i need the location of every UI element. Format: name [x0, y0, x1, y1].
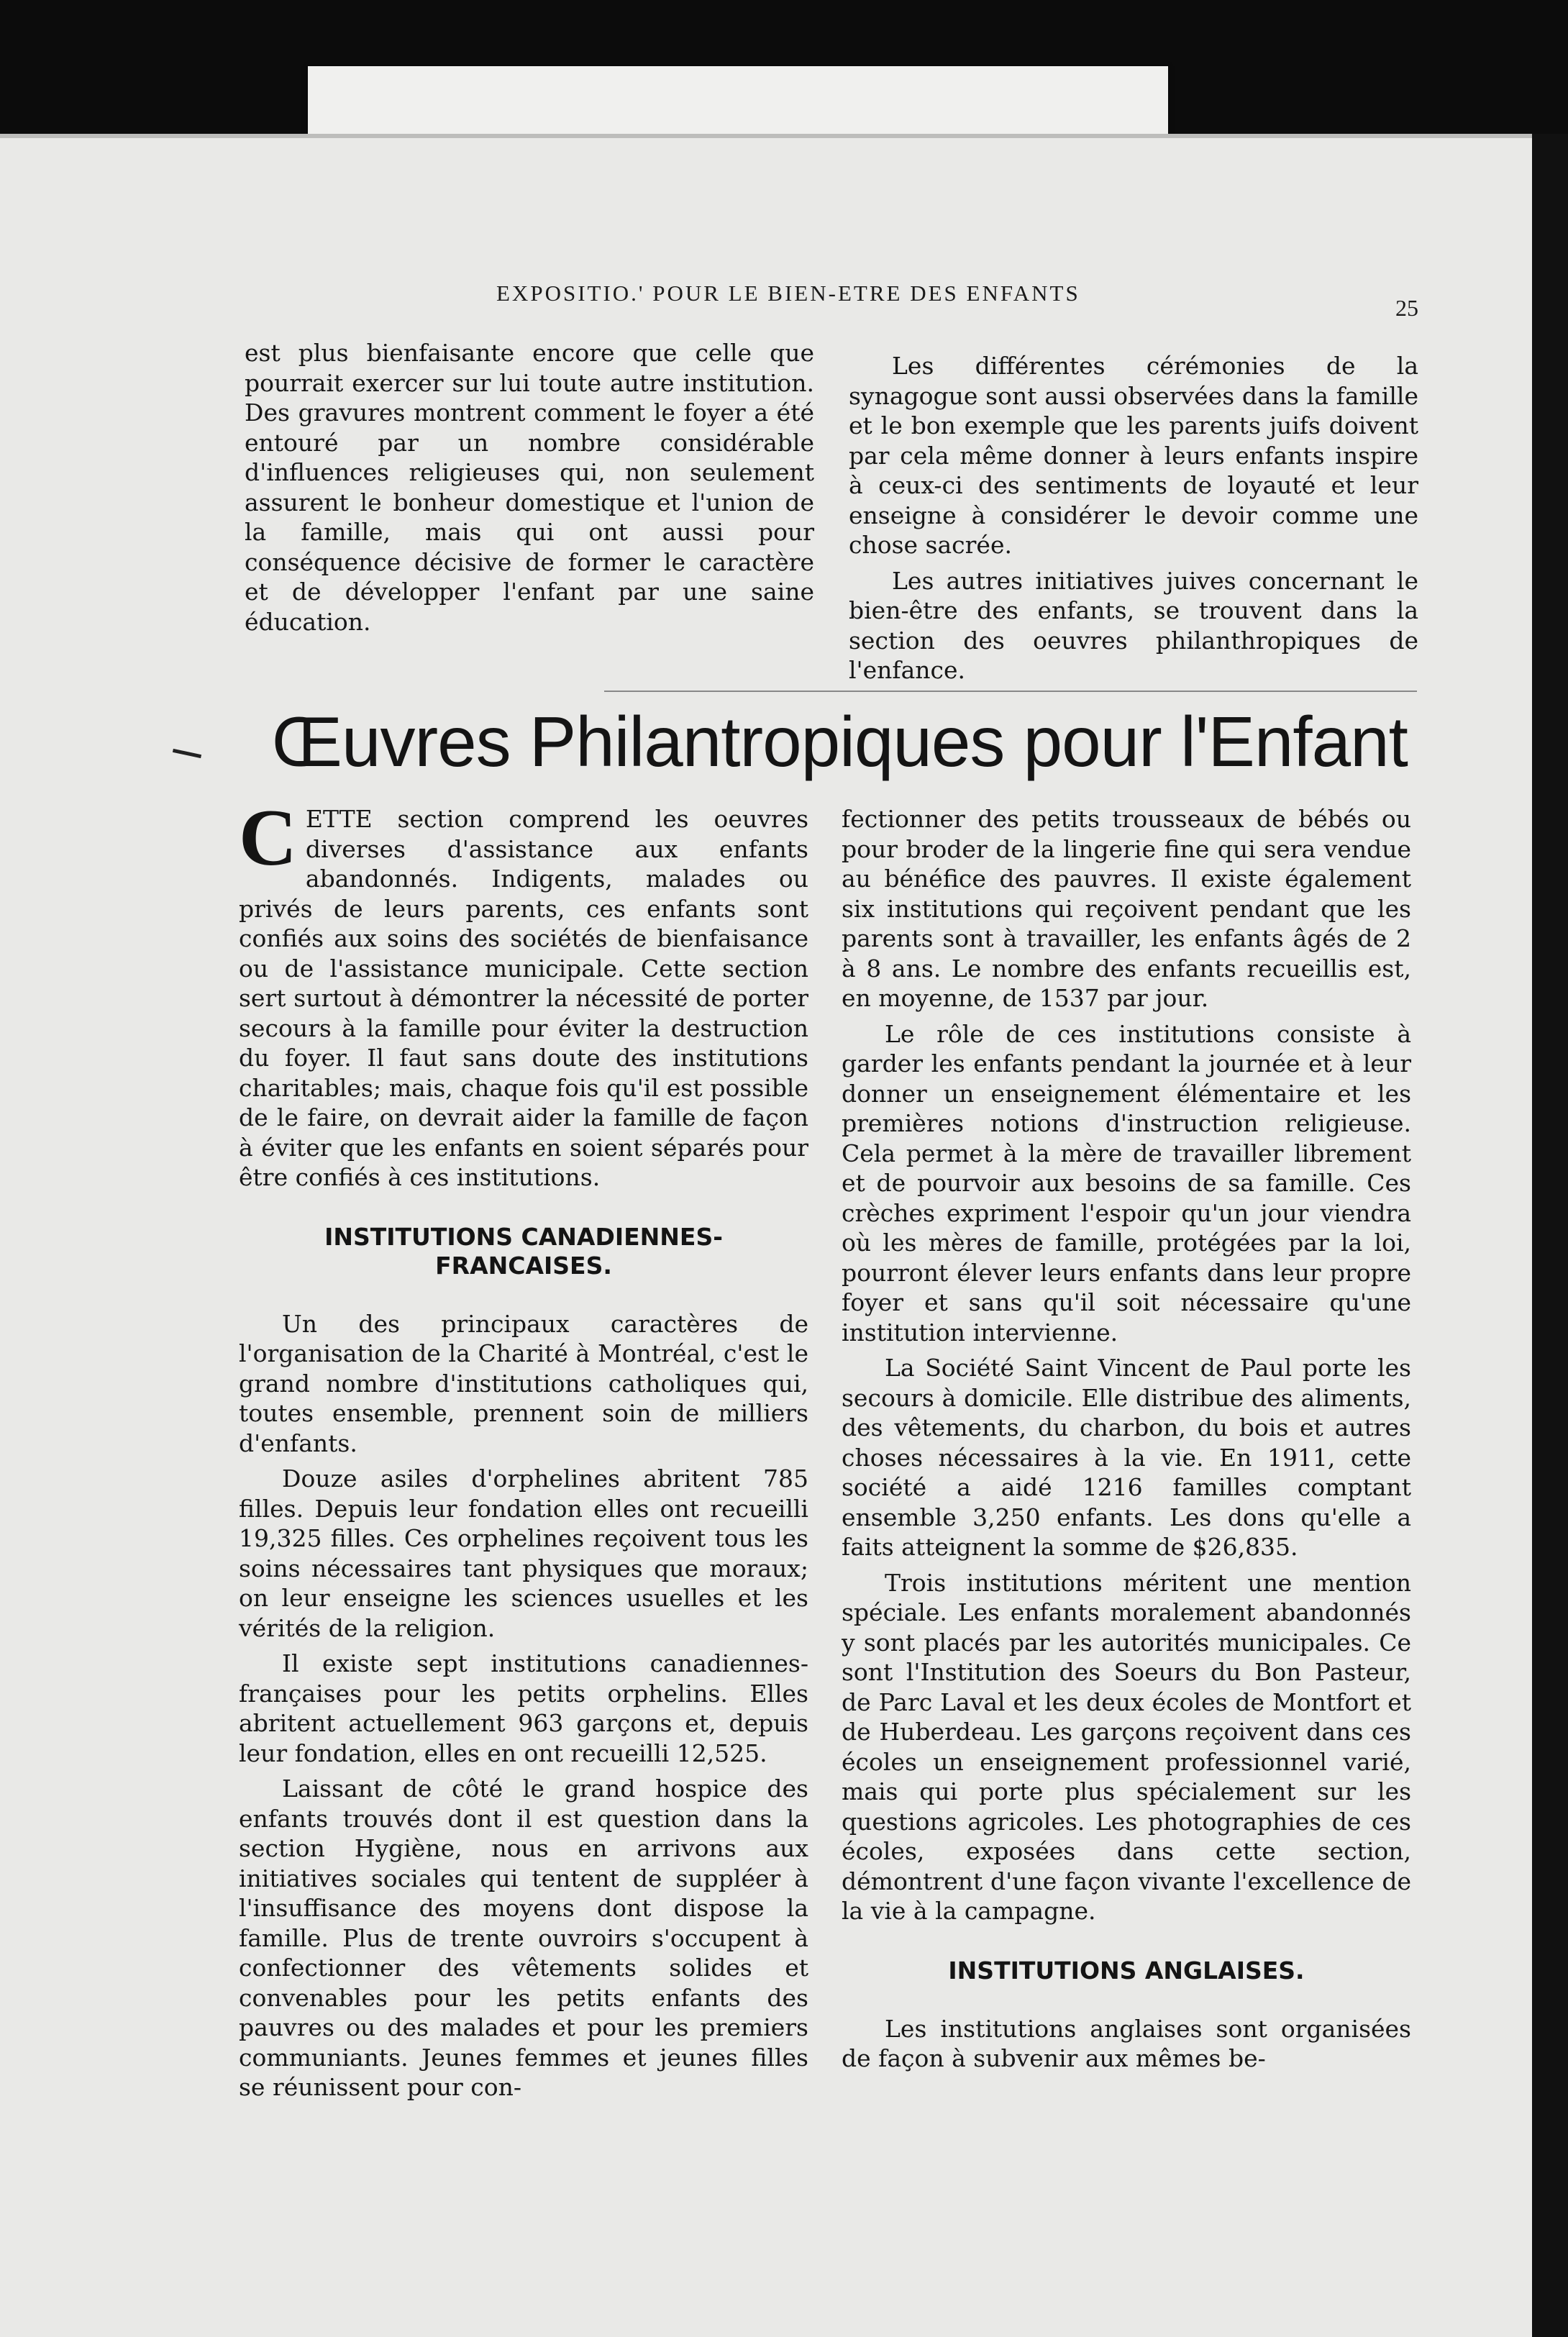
body-paragraph: Trois institutions méritent une mention spéciale. Les enfants moralement abandonnés y sont placés par les autorités municipales. Ce sont l'Institution des Soeurs du Bon Pasteur, de Parc Laval et les deux écoles de Montfort et de Huberdeau. Les garçons reçoivent dans ces écoles un enseignement professionnel varié, mais qui porte plus spécialement sur les questions agricoles. Les photographies de ces écoles, exposées dans cette section, démontrent d'une façon vivante l'excellence de la vie à la campagne. [842, 1568, 1411, 1925]
top-left-column [245, 338, 814, 637]
page-number: 25 [1395, 295, 1418, 321]
body-paragraph: Il existe sept institutions canadiennes-françaises pour les petits orphelins. Elles abritent actuellement 963 garçons et, depuis leur fondation, elles en ont recueilli 12,525. [239, 1649, 808, 1767]
body-paragraph: Douze asiles d'orphelines abritent 785 filles. Depuis leur fondation elles ont recueilli 19,325 filles. Ces orphelines reçoivent tous les soins nécessaires tant physiques que moraux; on leur enseigne les sciences usuelles et les vérités de la religion. [239, 1464, 808, 1642]
page-right-shadow [1532, 134, 1568, 2337]
body-paragraph: La Société Saint Vincent de Paul porte les secours à domicile. Elle distribue des aliments, des vêtements, du charbon, du bois et autres choses nécessaires à la vie. En 1911, cette société a aidé 1216 familles comptant ensemble 3,250 enfants. Les dons qu'elle a faits atteignent la somme de $26,835. [842, 1354, 1411, 1561]
running-header: EXPOSITIO.' POUR LE BIEN-ETRE DES ENFANTS [496, 281, 1080, 306]
body-paragraph: Le rôle de ces institutions consiste à garder les enfants pendant la journée et à leur donner un enseignement élémentaire et les premières notions d'instruction religieuse. Cela permet à la mère de travailler librement et de pourvoir aux besoins de sa famille. Ces crèches expriment l'espoir qu'un jour viendra où les mères de famille, protégées par la loi, pourront élever leurs enfants dans leur propre foyer et sans qu'il soit nécessaire qu'une institution intervienne. [842, 1019, 1411, 1347]
closing-paragraph: Les institutions anglaises sont organisées de façon à subvenir aux mêmes be- [842, 2014, 1411, 2072]
intro-paragraph [239, 793, 808, 1193]
subhead-english-institutions: INSTITUTIONS ANGLAISES. [948, 1956, 1305, 1985]
body-paragraph: fectionner des petits trousseaux de bébés ou pour broder de la lingerie fine qui sera vendue au bénéfice des pauvres. Il existe également six institutions qui reçoivent pendant que les parents sont à travailler, les enfants âgés de 2 à 8 ans. Le nombre des enfants recueillis est, en moyenne, de 1537 par jour. [842, 805, 1411, 1012]
article-left-column [239, 793, 808, 2103]
body-paragraph: Laissant de côté le grand hospice des enfants trouvés dont il est question dans la section Hygiène, nous en arrivons aux initiatives sociales qui tentent de suppléer à l'insuffisance des moyens dont dispose la famille. Plus de trente ouvroirs s'occupent à confectionner des vêtements solides et convenables pour les petits enfants des pauvres ou des malades et pour les premiers communiants. Jeunes femmes et jeunes filles se réunissent pour con- [239, 1775, 808, 2101]
continued-paragraph: est plus bienfaisante encore que celle que pourrait exercer sur lui toute autre institution. Des gravures montrent comment le foyer a été entouré par un nombre considérable d'influences religieuses qui, non seulement assurent le bonheur domestique et l'union de la famille, mais qui ont aussi pour conséquence décisive de former le caractère et de développer l'enfant par une saine éducation. [245, 339, 814, 636]
page-top-edge [0, 134, 1532, 138]
jewish-initiatives-paragraph: Les autres initiatives juives concernant le bien-être des enfants, se trouvent dans la section des oeuvres philanthropiques de l'enfance. [849, 566, 1418, 684]
body-paragraph: Un des principaux caractères de l'organisation de la Charité à Montréal, c'est le grand nombre d'institutions catholiques qui, toutes ensemble, prennent soin de milliers d'enfants. [239, 1309, 808, 1457]
drop-cap: C [239, 793, 297, 883]
article-title: Œuvres Philantropiques pour l'Enfant [272, 702, 1408, 781]
subhead-french-institutions: INSTITUTIONS CANADIENNES-FRANCAISES. [324, 1222, 723, 1280]
article-right-column [842, 804, 1411, 2074]
section-divider [604, 691, 1417, 692]
intro-text: ETTE section comprend les oeuvres diverses d'assistance aux enfants abandonnés. Indigents, malades ou privés de leurs parents, ces enfants sont confiés aux soins des sociétés de bienfaisance ou de l'assistance municipale. Cette section sert surtout à démontrer la nécessité de porter secours à la famille pour éviter la destruction du foyer. Il faut sans doute des institutions charitables; mais, chaque fois qu'il est possible de le faire, on devrait aider la famille de façon à éviter que les enfants en soient séparés pour être confiés à ces institutions. [239, 805, 808, 1191]
synagogue-paragraph: Les différentes cérémonies de la synagogue sont aussi observées dans la famille et le bon exemple que les parents juifs doivent par cela même donner à leurs enfants inspire à ceux-ci des sentiments de loyauté et leur enseigne à considérer le devoir comme une chose sacrée. [849, 352, 1418, 559]
top-right-column [849, 351, 1418, 685]
